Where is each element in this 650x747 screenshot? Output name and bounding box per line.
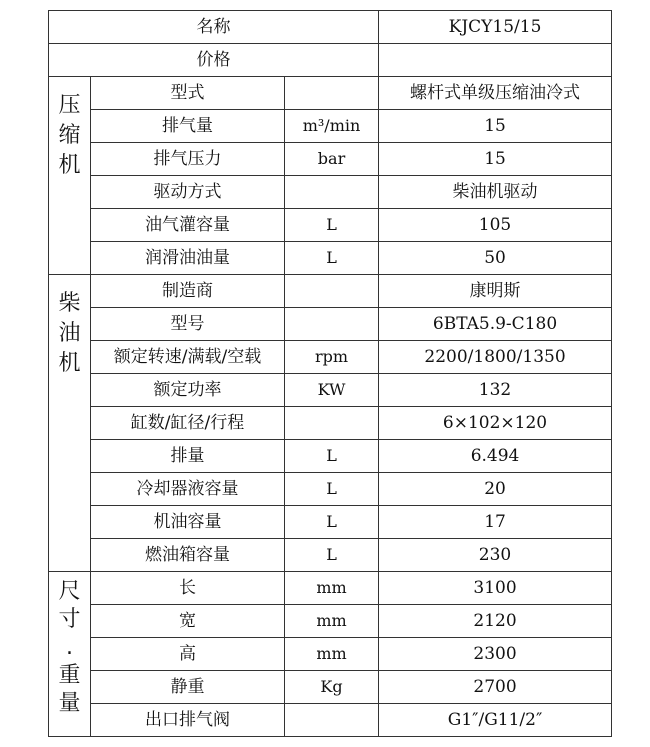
- spec-value: 2200/1800/1350: [379, 341, 612, 374]
- spec-row: [49, 539, 612, 572]
- name-label: 名称: [49, 11, 379, 44]
- spec-name: 排气量: [91, 110, 285, 143]
- spec-row: [49, 440, 612, 473]
- spec-name: 型号: [91, 308, 285, 341]
- spec-unit: L: [285, 473, 379, 506]
- spec-value: 230: [379, 539, 612, 572]
- spec-row: [49, 671, 612, 704]
- spec-row: [49, 176, 612, 209]
- spec-name: 冷却器液容量: [91, 473, 285, 506]
- group-label-char: 寸: [58, 607, 81, 632]
- spec-name: 润滑油油量: [91, 242, 285, 275]
- name-value: KJCY15/15: [379, 11, 612, 44]
- spec-unit: [285, 275, 379, 308]
- price-value: [379, 44, 612, 77]
- spec-name: 制造商: [91, 275, 285, 308]
- spec-unit: [285, 704, 379, 737]
- spec-row: [49, 638, 612, 671]
- spec-unit: KW: [285, 374, 379, 407]
- spec-unit: L: [285, 539, 379, 572]
- group-label-char: 重: [58, 663, 81, 688]
- group-label-char: 机: [58, 351, 81, 376]
- spec-value: 15: [379, 110, 612, 143]
- spec-row: [49, 308, 612, 341]
- group-label-compressor: [49, 77, 91, 275]
- spec-value: 105: [379, 209, 612, 242]
- group-label-char: 柴: [58, 291, 81, 316]
- group-label-char: 压: [58, 93, 81, 118]
- spec-name: 油气灌容量: [91, 209, 285, 242]
- spec-name: 型式: [91, 77, 285, 110]
- group-label-char: 油: [58, 321, 81, 346]
- spec-name: 静重: [91, 671, 285, 704]
- spec-value: 2120: [379, 605, 612, 638]
- spec-name: 额定功率: [91, 374, 285, 407]
- group-label-dimensions-weight: [49, 572, 91, 737]
- spec-table: [48, 10, 612, 737]
- group-label-char: 量: [58, 691, 81, 716]
- group-label-char: 尺: [58, 579, 81, 604]
- spec-name: 长: [91, 572, 285, 605]
- spec-value: 柴油机驱动: [379, 176, 612, 209]
- spec-row: [49, 407, 612, 440]
- group-label-char: 缩: [58, 123, 81, 148]
- spec-row: [49, 77, 612, 110]
- spec-row: [49, 572, 612, 605]
- group-label-char: .: [66, 635, 73, 660]
- spec-row: [49, 341, 612, 374]
- spec-row: [49, 209, 612, 242]
- spec-name: 出口排气阀: [91, 704, 285, 737]
- spec-unit: bar: [285, 143, 379, 176]
- spec-unit: L: [285, 440, 379, 473]
- group-label-diesel-engine: [49, 275, 91, 572]
- spec-name: 额定转速/满载/空载: [91, 341, 285, 374]
- group-label-char: 机: [58, 153, 81, 178]
- price-label: 价格: [49, 44, 379, 77]
- spec-name: 排量: [91, 440, 285, 473]
- spec-unit: [285, 176, 379, 209]
- spec-value: 15: [379, 143, 612, 176]
- spec-unit: L: [285, 506, 379, 539]
- spec-name: 宽: [91, 605, 285, 638]
- spec-value: G1″/G11/2″: [379, 704, 612, 737]
- spec-unit: L: [285, 209, 379, 242]
- spec-value: 6.494: [379, 440, 612, 473]
- spec-value: 132: [379, 374, 612, 407]
- spec-name: 高: [91, 638, 285, 671]
- spec-value: 50: [379, 242, 612, 275]
- spec-value: 20: [379, 473, 612, 506]
- spec-row: [49, 506, 612, 539]
- spec-row: [49, 473, 612, 506]
- spec-row: [49, 275, 612, 308]
- spec-name: 机油容量: [91, 506, 285, 539]
- spec-value: 2700: [379, 671, 612, 704]
- spec-unit: m³/min: [285, 110, 379, 143]
- header-row-price: [49, 44, 612, 77]
- spec-unit: mm: [285, 572, 379, 605]
- spec-name: 排气压力: [91, 143, 285, 176]
- spec-unit: mm: [285, 605, 379, 638]
- spec-name: 驱动方式: [91, 176, 285, 209]
- header-row-name: [49, 11, 612, 44]
- spec-value: 6×102×120: [379, 407, 612, 440]
- spec-unit: mm: [285, 638, 379, 671]
- spec-value: 3100: [379, 572, 612, 605]
- spec-value: 螺杆式单级压缩油冷式: [379, 77, 612, 110]
- spec-row: [49, 143, 612, 176]
- spec-name: 燃油箱容量: [91, 539, 285, 572]
- spec-unit: [285, 407, 379, 440]
- spec-unit: [285, 308, 379, 341]
- spec-row: [49, 242, 612, 275]
- spec-value: 6BTA5.9-C180: [379, 308, 612, 341]
- spec-row: [49, 704, 612, 737]
- spec-unit: L: [285, 242, 379, 275]
- spec-row: [49, 110, 612, 143]
- spec-sheet: [48, 10, 611, 737]
- spec-row: [49, 605, 612, 638]
- spec-row: [49, 374, 612, 407]
- spec-name: 缸数/缸径/行程: [91, 407, 285, 440]
- spec-unit: Kg: [285, 671, 379, 704]
- spec-value: 17: [379, 506, 612, 539]
- spec-unit: [285, 77, 379, 110]
- spec-value: 2300: [379, 638, 612, 671]
- spec-unit: rpm: [285, 341, 379, 374]
- spec-value: 康明斯: [379, 275, 612, 308]
